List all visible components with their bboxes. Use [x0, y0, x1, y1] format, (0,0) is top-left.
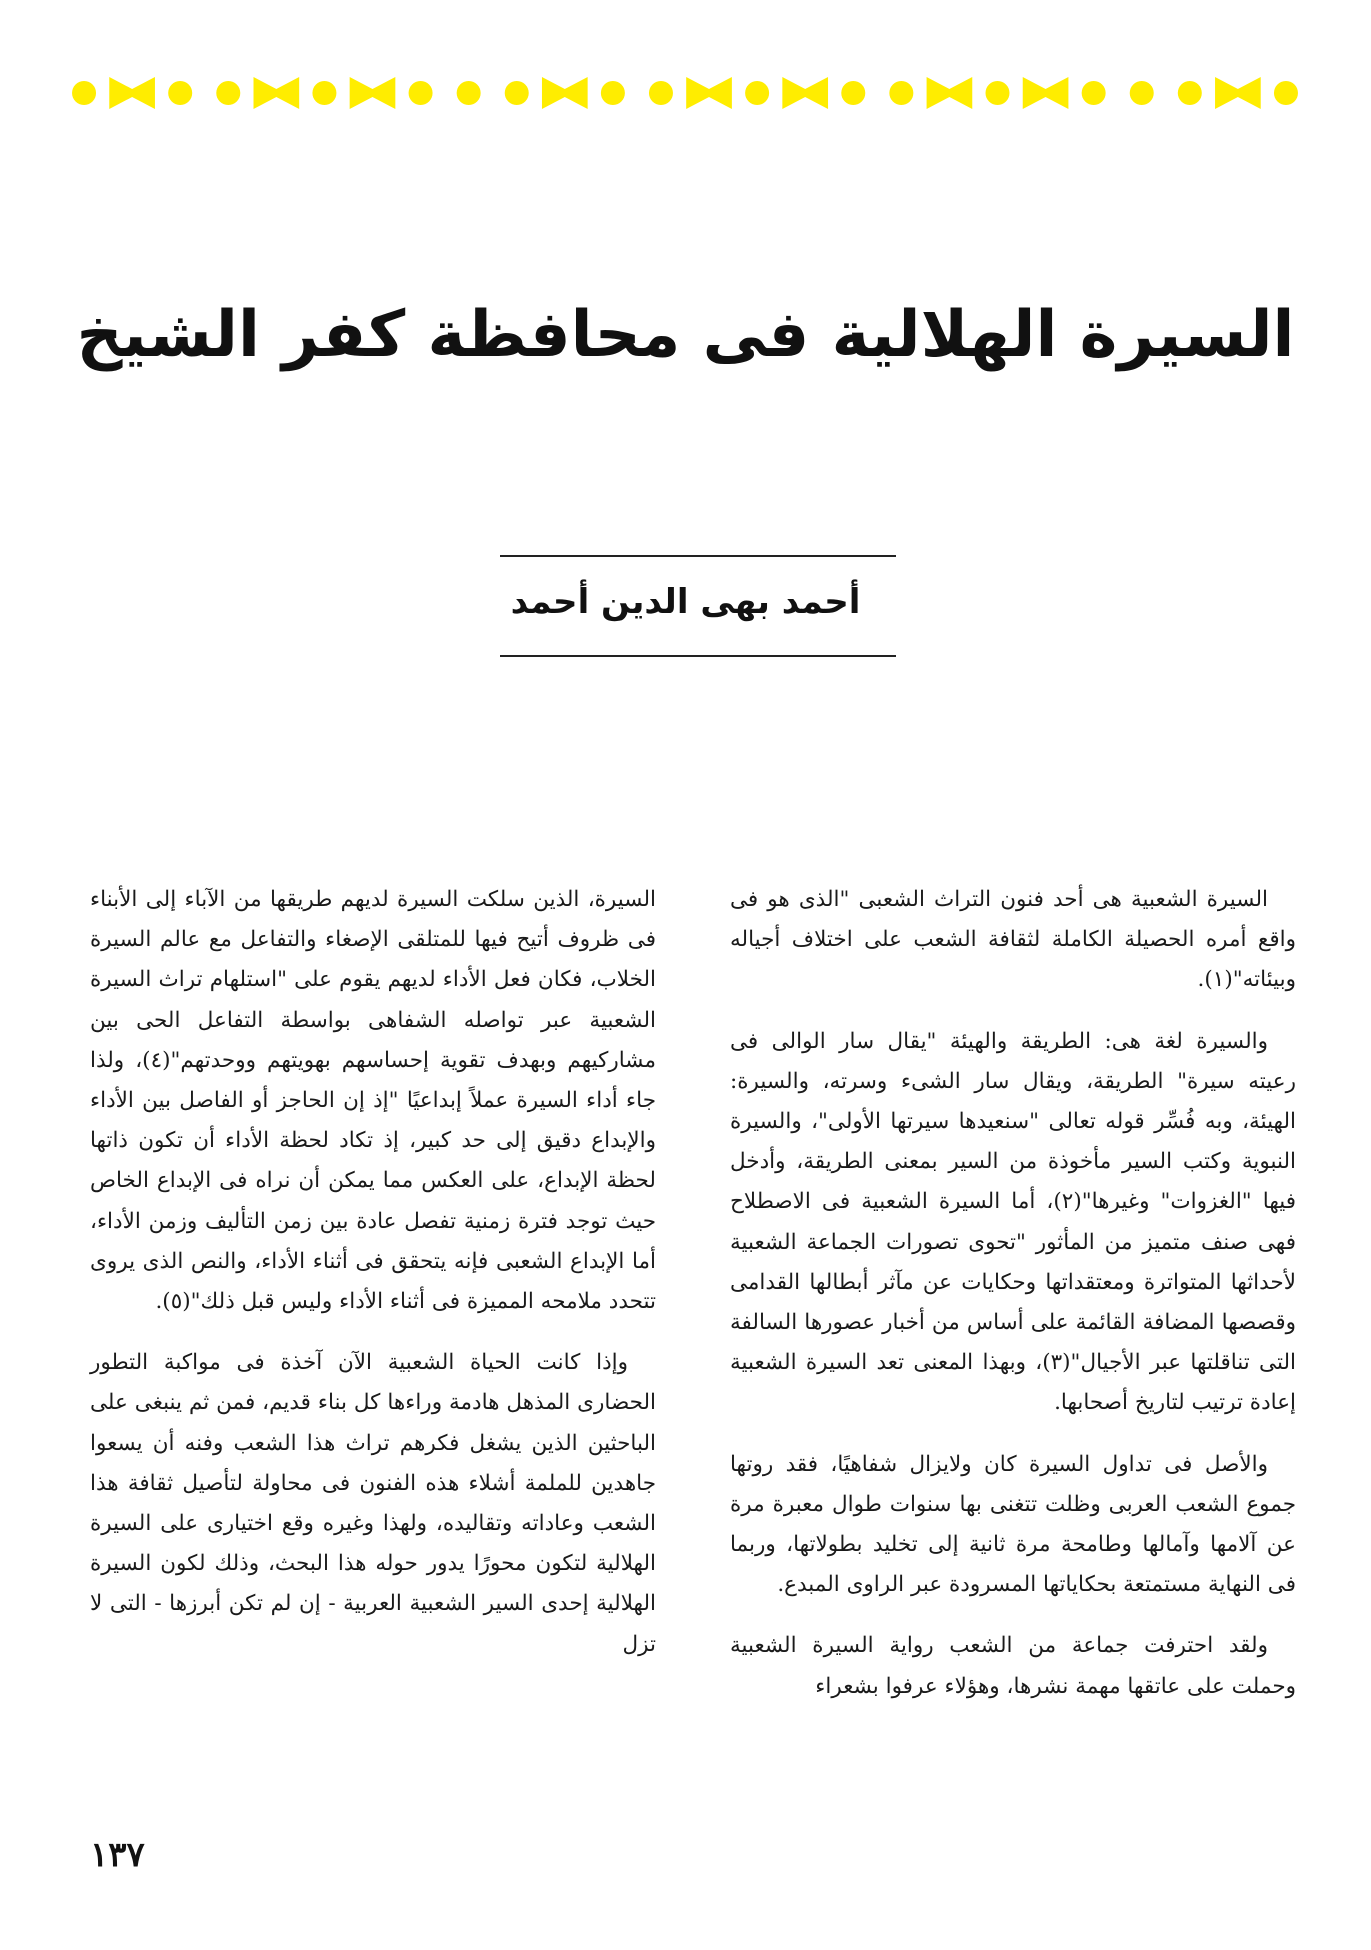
paragraph: والأصل فى تداول السيرة كان ولايزال شفاهيًا، فقد روتها جموع الشعب العربى وظلت تتغنى بها سنوات طوال معبرة مرة عن آلامها وآمالها وطامحة مرة ثانية إلى تخليد بطولاتها، وربما فى النهاية مستمتعة بحكاياتها المسرودة عبر الراوى المبدع. [730, 1451, 1296, 1598]
ornament-bow [542, 77, 588, 109]
paragraph: والسيرة لغة هى: الطريقة والهيئة "يقال سار الوالى فى رعيته سيرة" الطريقة، ويقال سار الشىء وسرته، والسيرة: الهيئة، وبه فُسِّر قوله تعالى "سنعيدها سيرتها الأولى"، والسيرة النبوية وكتب السير مأخوذة من السير بمعنى الطريقة، وأدخل فيها "الغزوات" وغيرها"(٢)، أما السيرة الشعبية فى الاصطلاح فهى صنف متميز من المأثور "تحوى تصورات الجماعة الشعبية لأحداثها المتواترة ومعتقداتها وحكايات عن مآثر أبطالها القدامى وقصصها المضافة القائمة على أساس من أخبار عصورها السالفة التى تناقلتها عبر الأجيال"(٣)، وبهذا المعنى تعد السيرة الشعبية إعادة ترتيب لتاريخ أصحابها. [730, 1028, 1296, 1416]
paragraph: وإذا كانت الحياة الشعبية الآن آخذة فى مواكبة التطور الحضارى المذهل هادمة وراءها كل بناء قديم، فمن ثم ينبغى على الباحثين الذين يشغل فكرهم تراث هذا الشعب وفنه أن يسعوا جاهدين للملمة أشلاء هذه الفنون فى محاولة لتأصيل ثقافة هذا الشعب وعاداته وتقاليده، ولهذا وغيره وقع اختيارى على السيرة الهلالية لتكون محورًا يدور حوله هذا البحث، وذلك لكون السيرة الهلالية إحدى السير الشعبية العربية - إن لم تكن أبرزها - التى لا تزل [90, 1350, 656, 1657]
ornament-dot [986, 81, 1010, 105]
ornament-bow [1023, 77, 1069, 109]
ornament-dot [409, 81, 433, 105]
author-rule-bottom [500, 655, 896, 657]
ornament-dot [649, 81, 673, 105]
ornament-bow [109, 77, 155, 109]
ornament-dot [505, 81, 529, 105]
ornament-dot [1130, 81, 1154, 105]
paragraph: السيرة، الذين سلكت السيرة لديهم طريقها من الآباء إلى الأبناء فى ظروف أتيح فيها للمتلقى الإصغاء والتفاعل مع عالم السيرة الخلاب، فكان فعل الأداء لديهم يقوم على "استلهام تراث السيرة الشعبية عبر تواصله الشفاهى بواسطة التفاعل الحى بين مشاركيهم وبهدف تقوية إحساسهم بهويتهم ووحدتهم"(٤)، ولذا جاء أداء السيرة عملاً إبداعيًا "إذ إن الحاجز أو الفاصل بين الأداء والإبداع دقيق إلى حد كبير، إذ تكاد لحظة الأداء أن تكون ذاتها لحظة الإبداع، على العكس مما يمكن أن نراه فى الإبداع الخاص حيث توجد فترة زمنية تفصل عادة بين زمن التأليف وزمن الأداء، أما الإبداع الشعبى فإنه يتحقق فى أثناء الأداء، والنص الذى يروى تتحدد ملامحه المميزة فى أثناء الأداء وليس قبل ذلك"(٥). [90, 887, 657, 1315]
ornament-dot [889, 81, 913, 105]
paragraph: السيرة الشعبية هى أحد فنون التراث الشعبى "الذى هو فى واقع أمره الحصيلة الكاملة لثقافة الشعب على اختلاف أجياله وبيئاته"(١). [730, 887, 1296, 993]
ornament-dot [841, 81, 865, 105]
ornament-bow [254, 77, 300, 109]
ornament-bow [350, 77, 396, 109]
ornament-dot [1178, 81, 1202, 105]
article-title: السيرة الهلالية فى محافظة كفر الشيخ [76, 298, 1295, 372]
ornament-dot [72, 81, 96, 105]
ornament-dot [745, 81, 769, 105]
ornament-dot [312, 81, 336, 105]
author-name: أحمد بهى الدين أحمد [510, 582, 861, 622]
ornament-dot [1274, 81, 1298, 105]
ornament-dot [168, 81, 192, 105]
page-number: ١٣٧ [90, 1835, 145, 1875]
ornament-bow [1215, 77, 1261, 109]
ornament-bow [686, 77, 732, 109]
ornament-bow [927, 77, 973, 109]
ornament-bow [782, 77, 828, 109]
ornament-dot [216, 81, 240, 105]
paragraph: ولقد احترفت جماعة من الشعب رواية السيرة الشعبية وحملت على عاتقها مهمة نشرها، وهؤلاء عرفوا بشعراء [730, 1633, 1296, 1699]
ornament-dot [601, 81, 625, 105]
decorative-border-ornament [60, 68, 1310, 118]
ornament-dot [457, 81, 481, 105]
right-text-column [730, 880, 1296, 1728]
ornament-dot [1082, 81, 1106, 105]
left-text-column [90, 880, 656, 1686]
author-rule-top [500, 555, 896, 557]
